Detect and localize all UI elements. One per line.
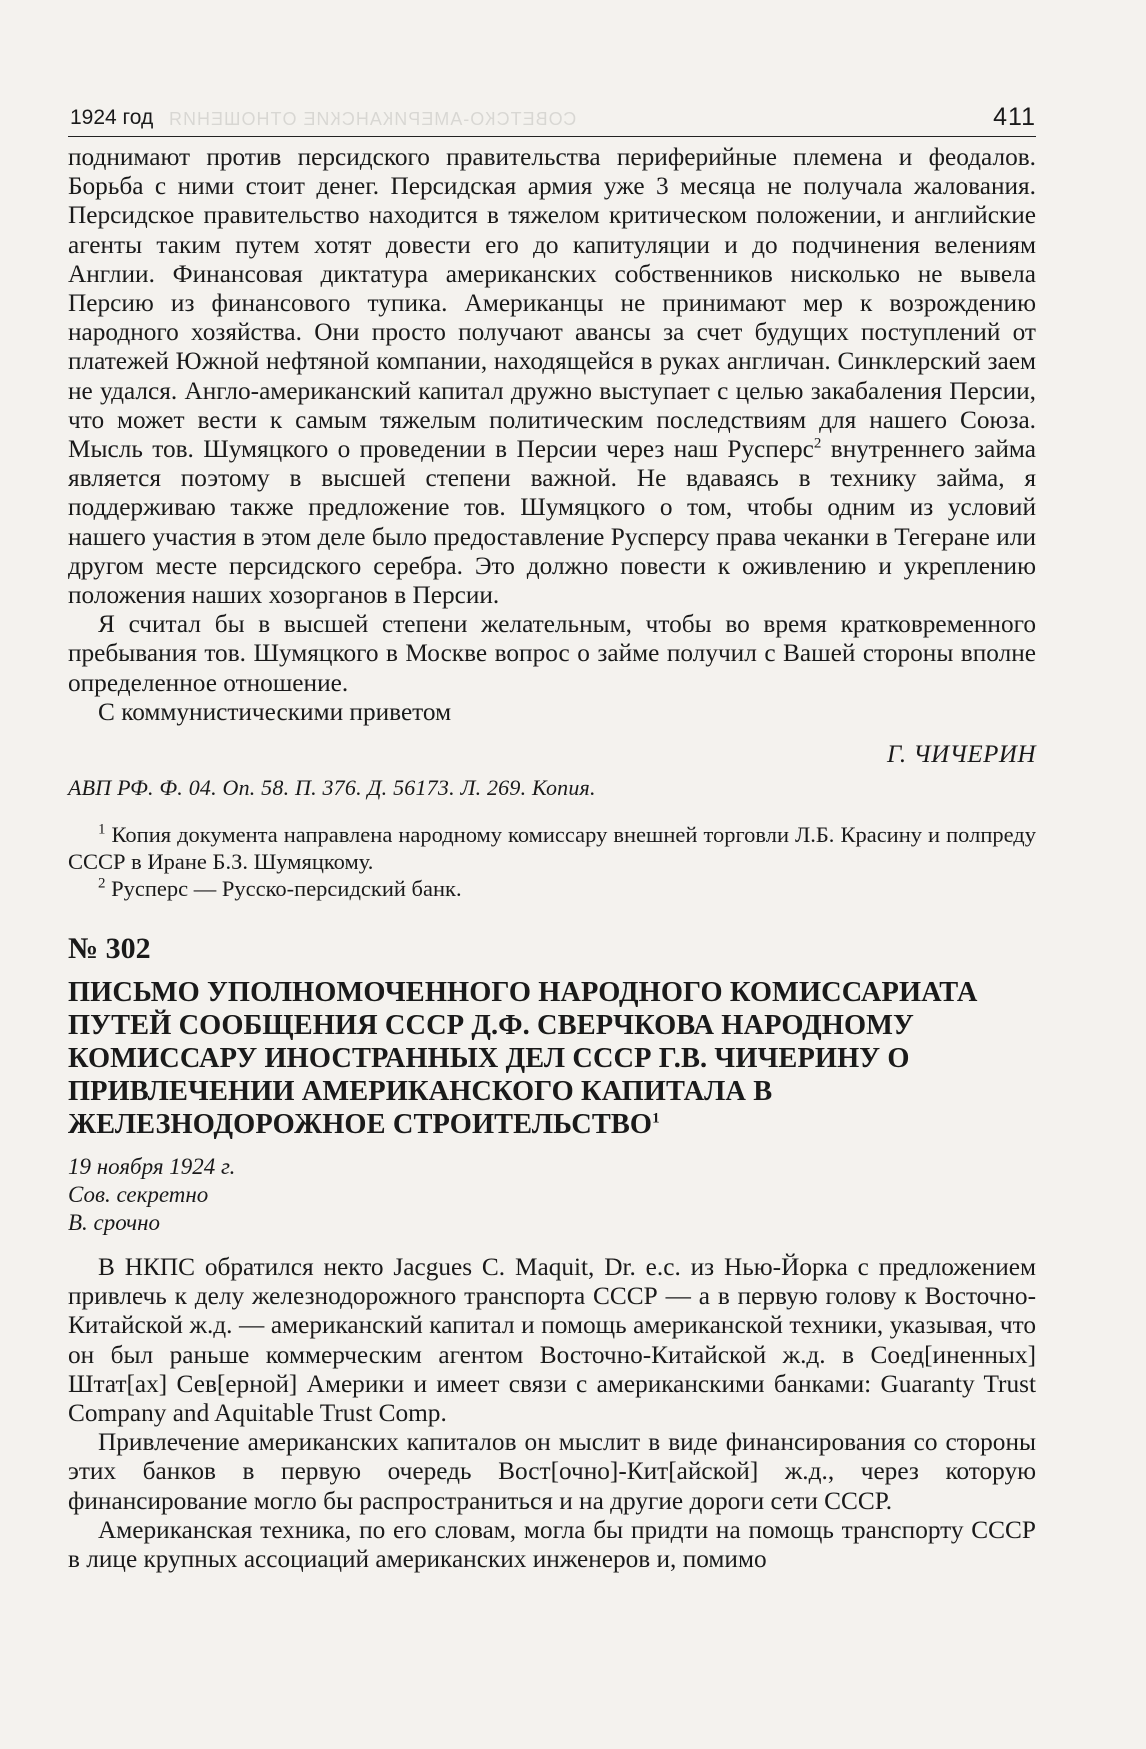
document-title: ПИСЬМО УПОЛНОМОЧЕННОГО НАРОДНОГО КОМИССАРИАТА ПУТЕЙ СООБЩЕНИЯ СССР Д.Ф. СВЕРЧКОВА НАРОДНОМУ КОМИССАРУ ИНОСТРАННЫХ ДЕЛ СССР Г.В. ЧИЧЕРИНУ О ПРИВЛЕЧЕНИИ АМЕРИКАНСКОГО КАПИТАЛА В ЖЕЛЕЗНОДОРОЖНОЕ СТРОИТЕЛЬСТВО$^1$ (68, 977, 978, 1141)
footnote-ref-1: 1 (652, 1110, 660, 1127)
urgency: В. срочно (68, 1210, 161, 1236)
continuation-paragraph (68, 143, 1036, 610)
document-number: № 302 (68, 932, 151, 966)
signature: Г. ЧИЧЕРИН (887, 741, 1036, 769)
page-number: 411 (993, 103, 1036, 131)
body-paragraph: Американская техника, по его словам, могла бы придти на помощь транспорту СССР в лице крупных ассоциаций американских инженеров и, помимо (68, 1515, 1036, 1574)
continuation-text: поднимают против персидского правительства периферийные племена и феодалов. Борьба с ними стоит денег. Персидская армия уже 3 месяца не получала жалования. Персидское правительство находится в тяжелом критическом положении, и английские агенты таким путем хотят довести его до капитуляции и до подчинения велениям Англии. Финансовая диктатура американских собственников нисколько не вывела Персию из финансового тупика. Американцы не принимают мер к возрождению народного хозяйства. Они просто получают авансы за счет будущих поступлений от платежей Южной нефтяной компании, находящейся в руках англичан. Синклерский заем не удался. Англо-американский капитал дружно выступает с целью закабаления Персии, что может вести к самым тяжелым политическим последствиям для нашего Союза. Мысль тов. Шумяцкого о проведении в Персии через наш Русперс (68, 143, 1036, 464)
footnote: $^1$ Копия документа направлена народному комиссару внешней торговли Л.Б. Красину и полпреду СССР в Иране Б.З. Шумяцкому. (68, 821, 1036, 875)
bleed-through-text: СОВЕТСКО-АМЕРИКАНСКИЕ ОТНОШЕНИЯ (168, 109, 577, 129)
document-meta (68, 1153, 1036, 1237)
document-body (68, 1253, 1036, 1574)
footnote-ref-2: 2 (813, 435, 822, 452)
document-date: 19 ноября 1924 г. (68, 1154, 236, 1180)
footnote-mark: 2 (98, 875, 106, 892)
footnote-mark: 1 (98, 821, 106, 838)
classification: Сов. секретно (68, 1182, 209, 1208)
body-paragraph: В НКПС обратился некто Jacgues С. Maquit, Dr. e.c. из Нью-Йорка с предложением привлечь к делу железнодорожного транспорта СССР — а в первую голову к Восточно-Китайской ж.д. — американский капитал и помощь американской техники, указывая, что он был раньше коммерческим агентом Восточно-Китайской ж.д. в Соед[иненных] Штат[ах] Сев[ерной] Америки и имеет связи с американскими банками: Guaranty Trust Company and Aquitable Trust Comp. (68, 1253, 1036, 1428)
body-paragraph: Привлечение американских капиталов он мыслит в виде финансирования со стороны этих банков в первую очередь Вост[очно]-Кит[айской] ж.д., через которую финансирование могло бы распространиться и на другие дороги сети СССР. (68, 1428, 1036, 1515)
footnote: $^2$ Русперс — Русско-персидский банк. (98, 875, 462, 902)
continuation-text-tail: внутреннего займа является поэтому в высшей степени важной. Не вдаваясь в технику займа, я поддерживаю также предложение тов. Шумяцкого о том, чтобы одним из условий нашего участия в этом деле было предоставление Русперсу права чеканки в Тегеране или другом месте персидского серебра. Это должно повести к оживлению и укреплению положения наших хозорганов в Персии. (68, 435, 1036, 610)
running-head (68, 100, 1036, 137)
running-head-year: 1924 год (70, 106, 154, 129)
footnotes (68, 821, 1036, 902)
document-page (68, 100, 1036, 1574)
body-paragraph: Я считал бы в высшей степени желательным, чтобы во время кратковременного пребывания тов. Шумяцкого в Москве вопрос о займе получил с Вашей стороны вполне определенное отношение. (68, 610, 1036, 697)
archive-reference: АВП РФ. Ф. 04. Оп. 58. П. 376. Д. 56173. Л. 269. Копия. (68, 775, 596, 801)
salutation: С коммунистическими приветом (98, 697, 452, 726)
